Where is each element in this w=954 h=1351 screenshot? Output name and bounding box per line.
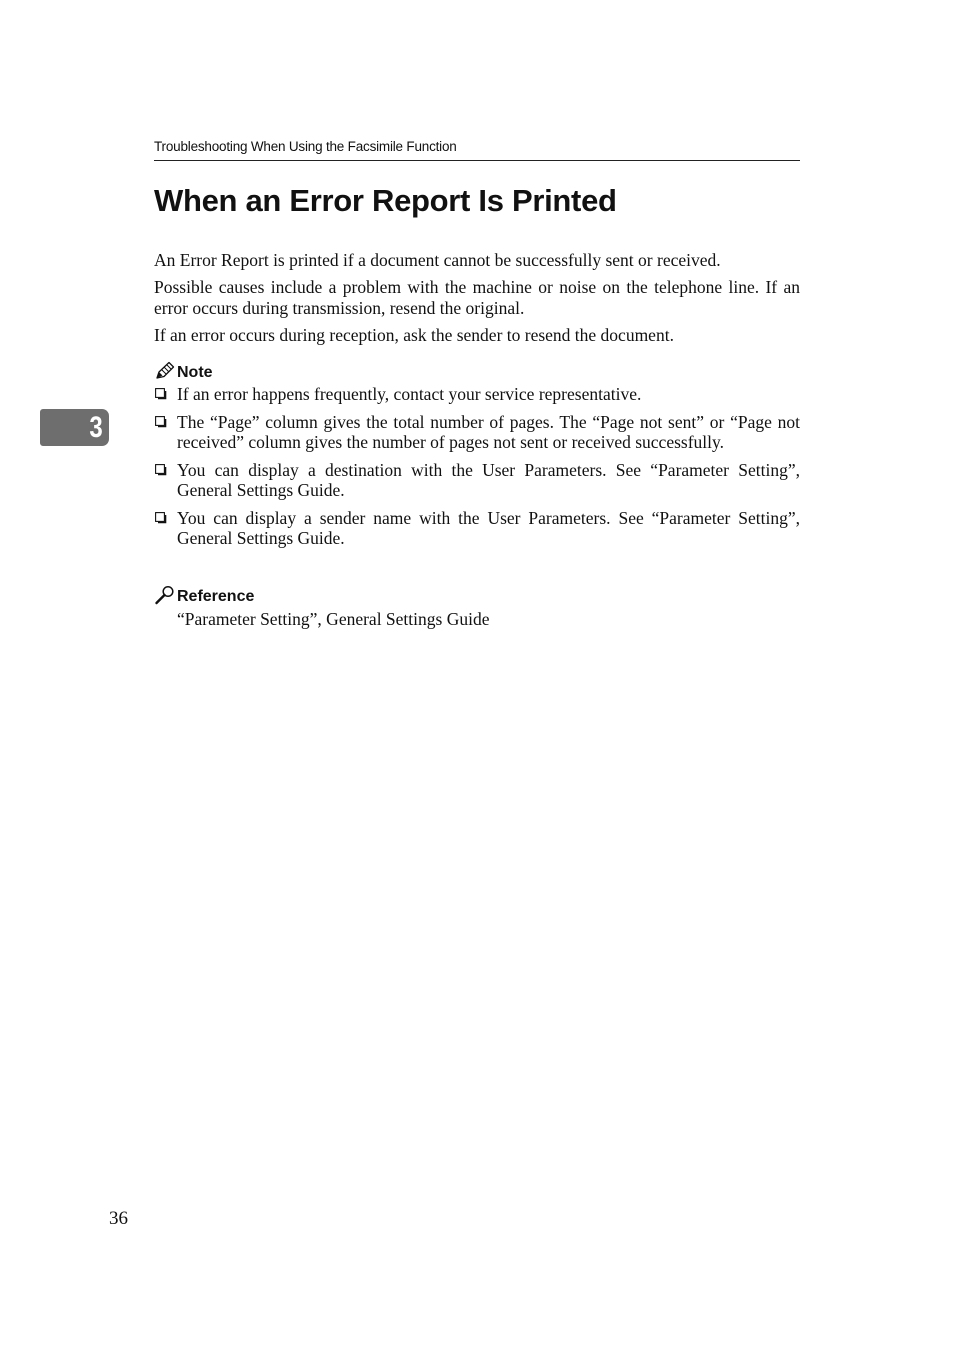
page-title: When an Error Report Is Printed [154, 183, 617, 218]
causes-paragraph: Possible causes include a problem with the machine or noise on the telephone line. If an error occurs during transmission, resend the original. [154, 277, 800, 318]
note-item-text: The “Page” column gives the total number of pages. The “Page not sent” or “Page not received” column gives the number of pages not sent or received successfully. [177, 411, 800, 452]
reference-label: Reference [177, 588, 255, 605]
note-heading [154, 361, 213, 383]
reference-heading [154, 585, 254, 607]
checkbox-icon [155, 388, 167, 400]
running-header: Troubleshooting When Using the Facsimile Function [154, 138, 800, 161]
note-list [154, 384, 800, 556]
intro-paragraph: An Error Report is printed if a document cannot be successfully sent or received. [154, 250, 721, 270]
note-item [154, 508, 800, 549]
page-number: 36 [109, 1208, 128, 1229]
chapter-tab [40, 409, 109, 446]
note-item-text: You can display a sender name with the User Parameters. See “Parameter Setting”, General Settings Guide. [177, 507, 800, 548]
note-item-text: If an error happens frequently, contact your service representative. [177, 384, 642, 404]
pencil-icon [154, 361, 176, 381]
note-label: Note [177, 364, 213, 381]
checkbox-icon [155, 416, 167, 428]
reference-text: “Parameter Setting”, General Settings Guide [177, 609, 490, 629]
reception-paragraph: If an error occurs during reception, ask the sender to resend the document. [154, 325, 674, 345]
note-item [154, 412, 800, 453]
chapter-number: 3 [89, 411, 103, 444]
checkbox-icon [155, 512, 167, 524]
note-item [154, 460, 800, 501]
checkbox-icon [155, 464, 167, 476]
note-item [154, 384, 800, 405]
note-item-text: You can display a destination with the User Parameters. See “Parameter Setting”, General Settings Guide. [177, 459, 800, 500]
magnifier-icon [154, 585, 176, 605]
